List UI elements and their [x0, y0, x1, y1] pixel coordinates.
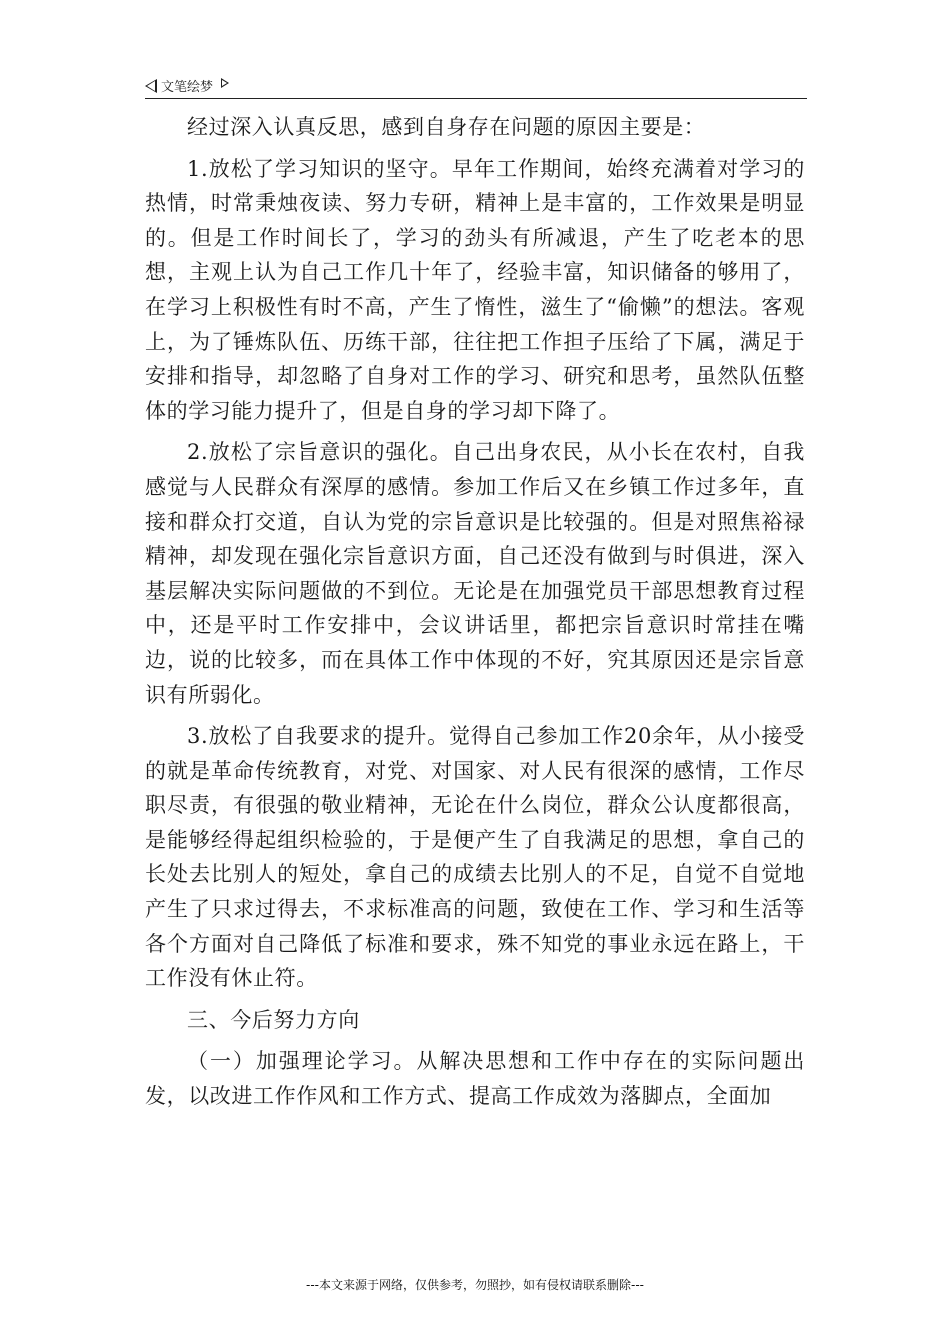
footer-notice: ---本文来源于网络，仅供参考，勿照抄，如有侵权请联系删除---: [306, 1278, 644, 1292]
page-header: [145, 72, 807, 99]
triangle-left-icon: [145, 79, 157, 93]
cause-2-paragraph: 2.放松了宗旨意识的强化。自己出身农民，从小长在农村，自我感觉与人民群众有深厚的感情。参加工作后又在乡镇工作过多年，直接和群众打交道，自认为党的宗旨意识是比较强的。但是对照焦裕禄精神，却发现在强化宗旨意识方面，自己还没有做到与时俱进，深入基层解决实际问题做的不到位。无论是在加强党员干部思想教育过程中，还是平时工作安排中，会议讲话里，都把宗旨意识时常挂在嘴边，说的比较多，而在具体工作中体现的不好，究其原因还是宗旨意识有所弱化。: [145, 440, 805, 707]
header-brand-group: [145, 76, 229, 95]
header-brand: 文笔绘梦: [161, 80, 214, 95]
section-heading: 三、今后努力方向: [187, 1007, 360, 1032]
direction-1-paragraph: （一）加强理论学习。从解决思想和工作中存在的实际问题出发，以改进工作作风和工作方式、提高工作成效为落脚点，全面加: [145, 1049, 805, 1109]
cause-1-paragraph: 1.放松了学习知识的坚守。早年工作期间，始终充满着对学习的热情，时常秉烛夜读、努力专研，精神上是丰富的，工作效果是明显的。但是工作时间长了，学习的劲头有所减退，产生了吃老本的思想，主观上认为自己工作几十年了，经验丰富，知识储备的够用了，在学习上积极性有时不高，产生了惰性，滋生了“偷懒”的想法。客观上，为了锤炼队伍、历练干部，往往把工作担子压给了下属，满足于安排和指导，却忽略了自身对工作的学习、研究和思考，虽然队伍整体的学习能力提升了，但是自身的学习却下降了。: [145, 156, 805, 423]
intro-paragraph: 经过深入认真反思，感到自身存在问题的原因主要是：: [187, 115, 706, 139]
document-body: [145, 110, 805, 1121]
triangle-right-icon: [221, 78, 229, 88]
cause-3-paragraph: 3.放松了自我要求的提升。觉得自己参加工作20余年，从小接受的就是革命传统教育，对党、对国家、对人民有很深的感情，工作尽职尽责，有很强的敬业精神，无论在什么岗位，群众公认度都很高，是能够经得起组织检验的，于是便产生了自我满足的思想，拿自己的长处去比别人的短处，拿自己的成绩去比别人的不足，自觉不自觉地产生了只求过得去，不求标准高的问题，致使在工作、学习和生活等各个方面对自己降低了标准和要求，殊不知党的事业永远在路上，干工作没有休止符。: [145, 724, 805, 991]
